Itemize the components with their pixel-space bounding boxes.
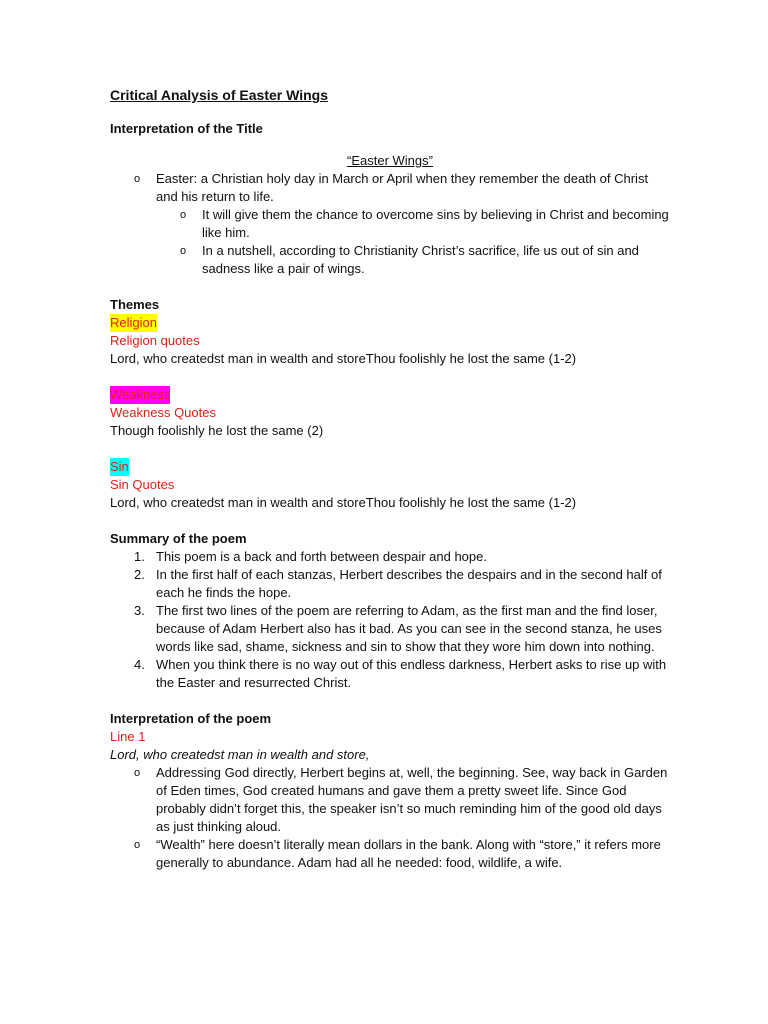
- list-item: 3. The first two lines of the poem are referring to Adam, as the first man and the find loser, because of Adam Herbert also has it bad. As you can see in the second stanza, he uses words like sad, shame, sickness and sin to show that they wore him down into nothing.: [134, 603, 662, 654]
- title-points-list: [110, 170, 670, 206]
- theme-quote: Though foolishly he lost the same (2): [110, 423, 324, 438]
- list-item: o In a nutshell, according to Christianity Christ’s sacrifice, life us out of sin and sadness like a pair of wings.: [110, 242, 670, 278]
- theme-sin: [110, 458, 670, 512]
- summary-list: [110, 548, 670, 692]
- list-item: o Addressing God directly, Herbert begins at, well, the beginning. See, way back in Garden of Eden times, God created humans and gave them a pretty sweet life. Since God probably didn’t forget this, the speaker isn’t so much reminding him of the good old days as just thinking aloud.: [110, 764, 670, 836]
- line-text: Lord, who createdst man in wealth and store,: [110, 747, 370, 762]
- theme-weakness: [110, 386, 670, 440]
- line-points-list: [110, 764, 670, 872]
- list-item: 1. This poem is a back and forth between despair and hope.: [134, 549, 487, 564]
- quoted-title: [110, 152, 670, 170]
- interpretation-title-heading: Interpretation of the Title: [110, 121, 263, 136]
- themes-heading: Themes: [110, 297, 160, 312]
- theme-quote: Lord, who createdst man in wealth and storeThou foolishly he lost the same (1-2): [110, 351, 577, 366]
- document-body: [110, 86, 670, 872]
- theme-name-sin: Sin: [110, 459, 129, 474]
- list-item: 2. In the first half of each stanzas, Herbert describes the despairs and in the second half of each he finds the hope.: [134, 567, 662, 600]
- document-title: Critical Analysis of Easter Wings: [110, 87, 328, 103]
- quoted-title-text: “Easter Wings”: [347, 153, 433, 168]
- theme-quote: Lord, who createdst man in wealth and storeThou foolishly he lost the same (1-2): [110, 495, 577, 510]
- theme-name-religion: Religion: [110, 315, 157, 330]
- list-item: o “Wealth” here doesn’t literally mean dollars in the bank. Along with “store,” it refers more generally to abundance. Adam had all he needed: food, wildlife, a wife.: [110, 836, 670, 872]
- interpretation-poem-heading: Interpretation of the poem: [110, 711, 272, 726]
- summary-heading: Summary of the poem: [110, 531, 247, 546]
- theme-quotes-label: Sin Quotes: [110, 477, 175, 492]
- theme-name-weakness: Weakness: [110, 387, 171, 402]
- theme-quotes-label: Religion quotes: [110, 333, 200, 348]
- line-label: Line 1: [110, 729, 146, 744]
- list-item: o It will give them the chance to overcome sins by believing in Christ and becoming like him.: [110, 206, 670, 242]
- list-item: o Easter: a Christian holy day in March or April when they remember the death of Christ and his return to life.: [110, 170, 670, 206]
- list-item: 4. When you think there is no way out of this endless darkness, Herbert asks to rise up with the Easter and resurrected Christ.: [134, 657, 667, 690]
- theme-quotes-label: Weakness Quotes: [110, 405, 216, 420]
- theme-religion: [110, 314, 670, 368]
- title-subpoints-list: [110, 206, 670, 278]
